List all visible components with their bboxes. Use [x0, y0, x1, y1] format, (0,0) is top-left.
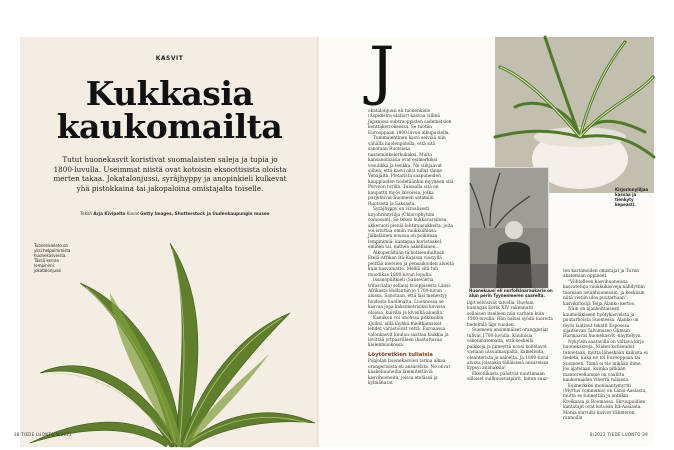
paragraph: Esimerkiksi moniaantymyrtti (Myrtus communis) on Länsi-Aasiasta, mutta se tunnettiin jo antiikin Kreikassa ja Roomassa. Skruupuidien kantatajit ovat kotoisin Itä-Aasiasta. Monia siirrulta kasvot Välimeren rannoilla — [563, 383, 647, 422]
paragraph: lajit selvisivät talvella. Ruotsin kuningas Eerik XIV rakennutti sellaisen itselleen niin varhain kuin 1560-luvulla. Hän halusi syödä tuoreita hedelmiä läpi vuoden. — [467, 301, 553, 328]
article-title — [20, 74, 319, 146]
magazine-spread — [14, 34, 654, 447]
paragraph: ten kartanoiden omistajat ja Turun akatemian oppineet. — [563, 269, 640, 280]
title-line-1: Kukkasia — [85, 74, 254, 113]
paragraph: Alkuperältään tä kotiseuduiltaan Etelä-Afrikan Itä-Kapissa viostyllä peittää mersien ja pensaikoiden alueitä kuin kasvamatto. Meillä sitä tuli muodikas 1800-luvun lopulla. — [368, 250, 454, 278]
credits-photo-label: Kuvat — [126, 211, 139, 216]
historic-photo-caption: Huonekuusi eli norfolkinaraukaria on alun perin Tyynenmeren saarelta. — [469, 288, 553, 298]
paragraph: Syräjhyppy on viraalisesti kirjohrinnylilja (Chlorophytum comosum). Se teken kukkavarsiinsa akkeruoti pieniä lehtiruusukkeita, joita voi istuttaa omiin ruukkuihinsa. Jälkeläinen nousua on poikimaa lempinimiä: kantapaa huristaakel, emihen tai, mithen aakellianen... — [368, 207, 453, 251]
historic-photo-image — [470, 168, 548, 288]
text-column-1 — [368, 109, 454, 437]
article-credits — [80, 211, 300, 216]
section-kicker: KASVIT — [155, 55, 184, 62]
title-line-2: kaukomailta — [56, 107, 283, 146]
plant-caption: Tuonenkieleto on yksi helpoimmista huonekasveista. Tässä kerran lempinimi: jokatalonjussi — [34, 243, 71, 273]
text-column-2 — [467, 301, 553, 441]
paragraph: Eksotiikasta päästvät nauttimaan silloiset suilkuussuspiirit, kuten suur- — [467, 371, 549, 383]
paragraph: Tummalehtinen kasvi selviää niin vähällä huolenpidolla, että sitä sanotaan Ruotsissa nasseminkelerkukaksi. Muita kansanomaisia ovat esimerkiksi vesulikka ja lesikka. Ne viihjaavat siihen, että kasvi olisi tullut tänne Venäjältä. Pietarista saapuneiden kauppiaiden tiedetäänkin myyneen sitä Porvoon torilla. Tuisaalla sitä on kaupattu myös laivoissa, jotka purjehtivat Suomeen satamiin Ruotsista ja Saksasta. — [368, 136, 454, 207]
credits-photo: Getty Images, Shutterstock ja Uudenkaupungin museo — [140, 211, 270, 216]
article-lead: Tutut huonekasvit koristivat suomalaisten saleja ja tupia jo 1800-luvulla. Useimmat niistä ovat kotoisin eksoottisista oloista merten takaa. Jokatalonjussi, syräjhyppy ja anopinkieli kulkevat yhä pistokkaina tai jakopaloina omistajalta toiselle. — [53, 155, 287, 193]
paragraph: okatalonjussi eli tuonenkielo (Aspidistra elatior) kasvaa villinä Japanissa subtrooppisten sademetsien kenttäkerroksessa. Se tuotiin Eurooppaan 1800-luvun alkupuolella. — [368, 109, 452, 136]
paragraph: Issanopiiltkieli (Sansevieria trifasciata) sellaisi trooppisesta Länsi-Afrikasta Hollantiin jo 1700-luvun alussa. Sanotaan, että läsi menestyy hoidosta huolimatta. Luonnossa se kasvaa jopa kaksimetrisiksi kovissa oloissa, kuivilla ja kivisillä alueilla. — [368, 278, 452, 316]
historic-photo — [469, 167, 549, 289]
paragraph: Pohjolan huonekasvien tarina alkaa orangerioista eli ansareista. Ne olivat kaakeliuuneilla lämmitettäviä kasvihuoneita, joissa etelässä ja kylmänarat — [368, 359, 451, 387]
paragraph: Suomeen ensimmäiset oranggeriat tulivat 1700-luvulla. Kuuluisia oskonmatomalta, että keskellä paikkoja ja pimeyttä nousi koholavot vastaan utsuamaupalta, kameliolta, oleanterista ja aaloeita. Ja 1800-luvul alussa joissakin tälläisissä ansareissa kypsyi ananaksia! — [467, 328, 549, 372]
text-column-3 — [563, 269, 649, 439]
spider-plant-caption: Kirjorinnyliljaa kasvaa ja tienkyty kepeastl. — [615, 187, 649, 207]
paragraph: Kamikun voi unohtaa pitkiksikin ajoiksi, sillä läyhkä mieltkamaiset lehdet varastoivat vettä. Euroaassa valonkasvit kuuluu saattaa kaikkia ja levittää yrtpaarilleen ihastuttavaa kielenmuokossa. — [368, 316, 449, 349]
paragraph: Nykyisin saatavilla on valtava kirjo huonekasveja. Niiden kotiseudut tunnetaan, mutta läheskään kaikista ei tiedetä, kuka ne toi Eurooppaan tai Suomeen. Tämä ei ole mikään ihme, jos ajatelaan, kuinka pitkään mantereellamme on vaalittu kaukomaiden viherrä tuliaisia. — [563, 339, 648, 384]
man-face — [505, 221, 523, 239]
credits-author: Arja Kivipelto — [93, 211, 126, 216]
left-page — [14, 37, 319, 447]
right-page — [319, 34, 654, 447]
drop-cap: J — [369, 34, 395, 108]
paragraph: "Viihtelleen kasvihuoneissa kasvatetuja ruukkukasveja nähdyttiin tuomaan asuinhuoneisiin, ja keskiisin niitä vietiin ulos puutarhaan", kasvikirkoljä Teija Alanko kertoo. — [563, 279, 645, 307]
left-folio: 38 TIEDE LUONTO 8/2022 — [14, 432, 73, 437]
right-folio: 8/2022 TIEDE LUONTO 39 — [589, 432, 648, 437]
paragraph: Näin on ajankohtaisesti kaumeläkiseen hyötykasveista ja puutarhoista Suomessa. Alanko on myös laatinut tekstit Espoossa sijaitsevan Talvimuseo Glimsin Harmaavat huonekasvit -näyttelyyn. — [563, 307, 642, 340]
subheading: Löytöretkien tuliaisia — [368, 351, 433, 358]
credits-text-label: Teksti — [80, 211, 93, 216]
